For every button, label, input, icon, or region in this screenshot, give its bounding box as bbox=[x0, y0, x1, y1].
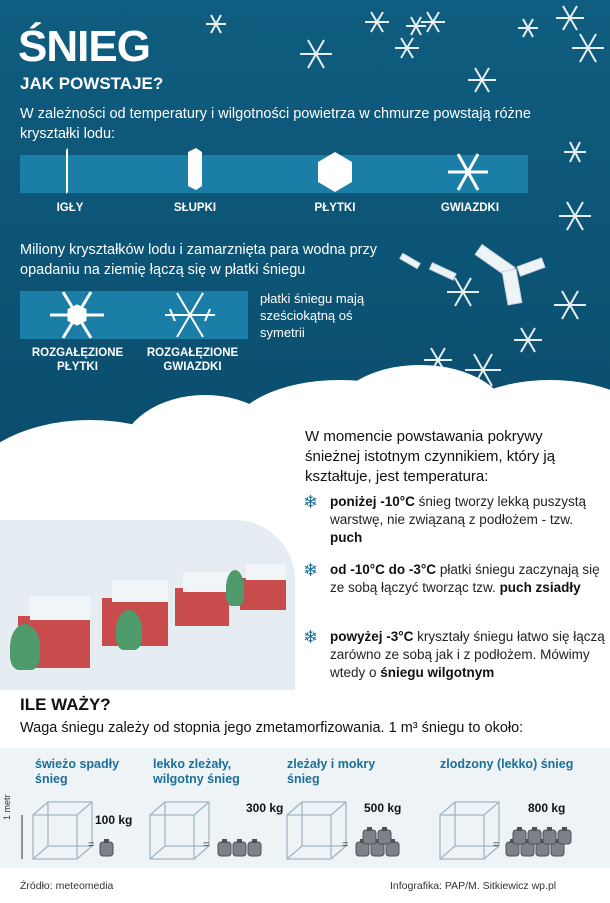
flakes-text: Miliony kryształków lodu i zamarznięta para wodna przy opadaniu na ziemię łączą się w płatki śniegu bbox=[20, 242, 378, 278]
weight-icon bbox=[378, 830, 391, 844]
falling-crystals-icon bbox=[400, 245, 545, 305]
credit-text: Infografika: PAP/M. Sitkiewicz wp.pl bbox=[390, 880, 557, 892]
flake-label-plates: ROZGAŁĘZIONE PŁYTKI bbox=[31, 347, 124, 373]
temp-item-2: od -10°C do -3°C płatki śniegu zaczynają się ze sobą łączyć tworząc tzw. puch zsiadły bbox=[330, 562, 600, 595]
weight-icon bbox=[363, 830, 376, 844]
weight-handle-icon bbox=[222, 839, 227, 843]
crystal-label-columns: SŁUPKI bbox=[173, 202, 217, 214]
section-heading-formation: JAK POWSTAJE? bbox=[20, 74, 164, 93]
cube-icon bbox=[440, 802, 499, 859]
snowflake-icon bbox=[559, 202, 591, 230]
snowflake-icon bbox=[572, 34, 604, 62]
svg-text:=: = bbox=[342, 839, 349, 851]
category-slightly-settled: lekko zleżały, wilgotny śnieg bbox=[153, 757, 240, 786]
cube-icon bbox=[33, 802, 95, 859]
needle-icon bbox=[66, 148, 68, 194]
snowflake-icon bbox=[206, 15, 226, 33]
intro-text: W zależności od temperatury i wilgotności powietrza w chmurze powstają różne kryształki lodu: bbox=[20, 106, 531, 142]
svg-text:=: = bbox=[493, 839, 500, 851]
category-icy: zlodzony (lekko) śnieg bbox=[440, 757, 574, 771]
cube-icon bbox=[150, 802, 209, 859]
snowflake-icon bbox=[514, 328, 542, 352]
hexagon-plate-icon bbox=[318, 152, 352, 192]
category-fresh: świeżo spadły śnieg bbox=[35, 757, 120, 786]
cube-icon bbox=[287, 802, 349, 859]
temp-item-3: powyżej -3°C kryształy śniegu łatwo się łączą zarówno ze sobą jak i z podłożem. Mówimy wtedy o śniegu wilgotnym bbox=[330, 629, 605, 680]
flake-label-stars: ROZGAŁĘZIONE GWIAZDKI bbox=[146, 347, 239, 373]
weight-icon bbox=[513, 830, 526, 844]
weight-handle-icon bbox=[517, 827, 522, 831]
axis-label-meter: 1 metr bbox=[2, 794, 12, 820]
weight-label-settled-wet: 500 kg bbox=[364, 801, 402, 815]
weight-icon bbox=[528, 830, 541, 844]
weight-label-fresh: 100 kg bbox=[95, 813, 133, 827]
snowflake-icon bbox=[395, 38, 419, 58]
weight-handle-icon bbox=[367, 827, 372, 831]
crystal-label-needles: IGŁY bbox=[56, 202, 84, 214]
category-settled-wet: zleżały i mokry śnieg bbox=[287, 757, 376, 786]
snowflake-icon bbox=[468, 68, 496, 92]
snowflake-icon bbox=[406, 17, 426, 35]
column-icon bbox=[188, 148, 202, 190]
snowflake-icon bbox=[564, 142, 586, 162]
temperature-intro: W momencie powstawania pokrywy śnieżnej istotnym czynnikiem, który ją kształtuje, jest temperatura: bbox=[305, 428, 556, 485]
snowflake-star-icon bbox=[165, 293, 215, 337]
snowflake-plate-icon bbox=[50, 292, 104, 338]
weight-label-slightly-settled: 300 kg bbox=[246, 801, 284, 815]
crystal-label-stars: GWIAZDKI bbox=[440, 202, 500, 214]
weight-handle-icon bbox=[252, 839, 257, 843]
weight-handle-icon bbox=[562, 827, 567, 831]
weight-icon bbox=[558, 830, 571, 844]
snowflake-bullet-icon: ❄ bbox=[303, 627, 319, 647]
weight-handle-icon bbox=[532, 827, 537, 831]
weight-icon bbox=[218, 842, 231, 856]
weight-icon bbox=[100, 842, 113, 856]
weight-icon bbox=[248, 842, 261, 856]
source-text: Źródło: meteomedia bbox=[20, 880, 114, 892]
weight-icon bbox=[233, 842, 246, 856]
svg-text:=: = bbox=[88, 839, 95, 851]
snowflake-bullet-icon: ❄ bbox=[303, 492, 319, 512]
snowflake-icon bbox=[421, 12, 445, 32]
crystal-shapes bbox=[20, 142, 528, 197]
cubes-and-weights bbox=[0, 790, 610, 870]
snowflake-icon bbox=[447, 278, 479, 306]
weight-handle-icon bbox=[237, 839, 242, 843]
flake-shapes bbox=[20, 284, 248, 346]
crystal-label-plates: PŁYTKI bbox=[314, 202, 356, 214]
weight-handle-icon bbox=[547, 827, 552, 831]
weight-icon bbox=[543, 830, 556, 844]
weight-text: Waga śniegu zależy od stopnia jego zmetamorfizowania. 1 m³ śniegu to około: bbox=[20, 720, 524, 736]
svg-text:=: = bbox=[203, 839, 210, 851]
section-heading-weight: ILE WAŻY? bbox=[20, 695, 111, 714]
star-crystal-icon bbox=[448, 154, 488, 190]
snowflake-icon bbox=[556, 6, 584, 30]
snowflake-icon bbox=[365, 12, 389, 32]
snowflake-icon bbox=[518, 19, 538, 37]
weights-group bbox=[100, 827, 571, 856]
weight-handle-icon bbox=[382, 827, 387, 831]
temp-item-1: poniżej -10°C śnieg tworzy lekką puszystą warstwę, nie związaną z podłożem - tzw. puch bbox=[330, 494, 586, 545]
snowflake-icon bbox=[554, 291, 586, 319]
snowflake-icon bbox=[300, 40, 332, 68]
page-title: ŚNIEG bbox=[18, 22, 150, 71]
symmetry-note: płatki śniegu mają sześciokątną oś symetrii bbox=[260, 291, 365, 340]
weight-label-icy: 800 kg bbox=[528, 801, 566, 815]
snowflake-bullet-icon: ❄ bbox=[303, 560, 319, 580]
weight-handle-icon bbox=[104, 839, 109, 843]
